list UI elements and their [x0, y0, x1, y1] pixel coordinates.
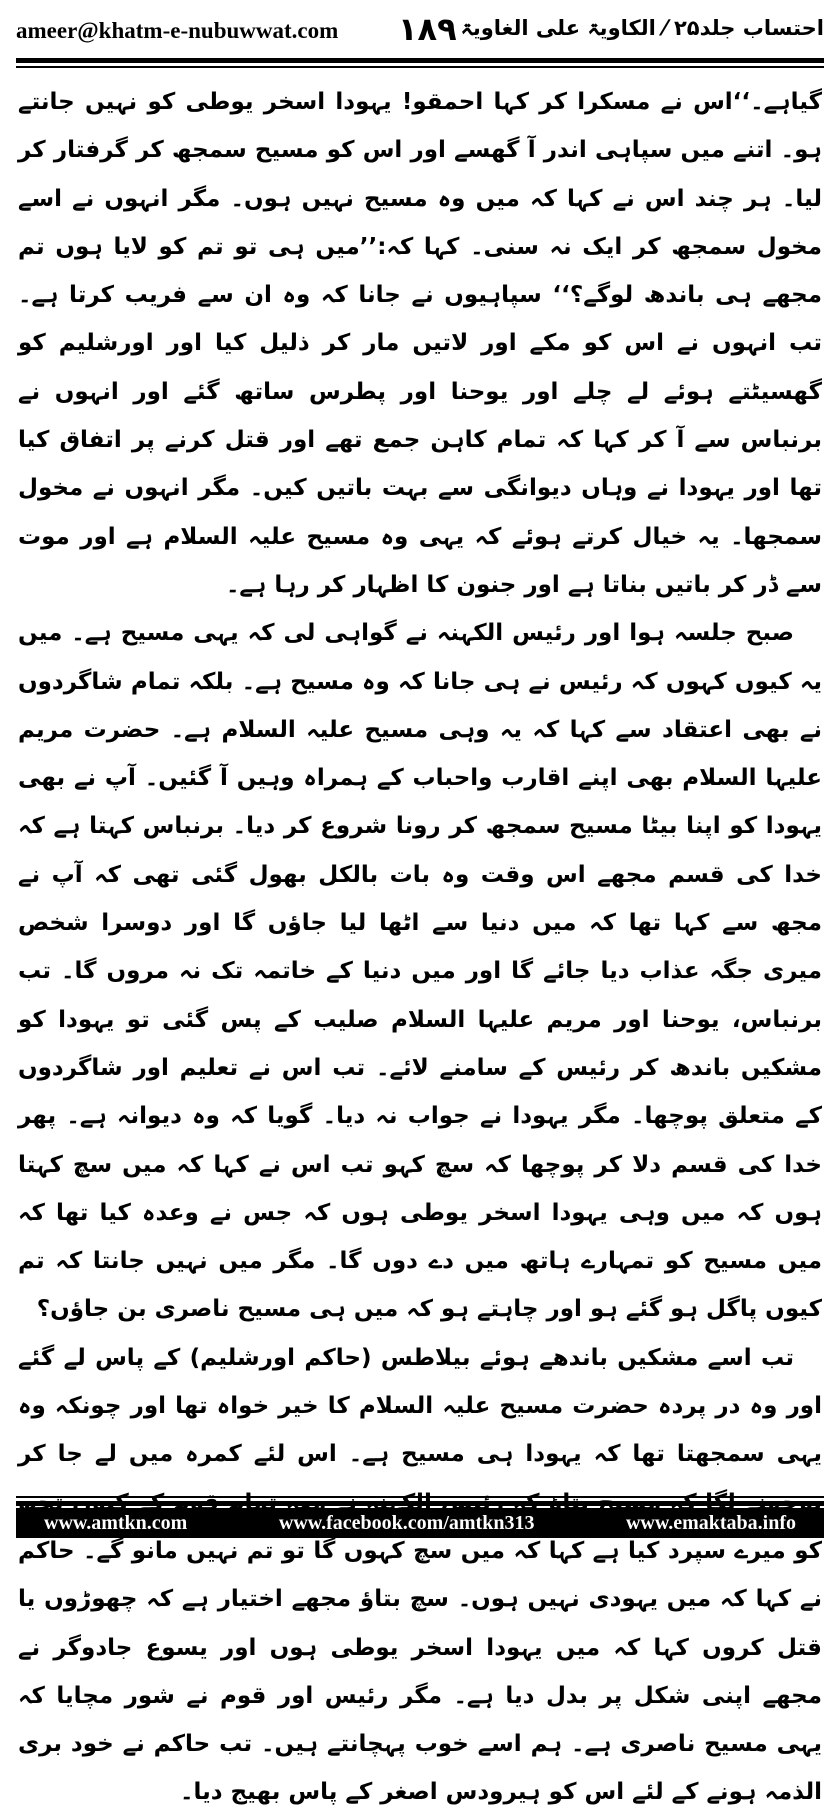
- paragraph-2: صبح جلسہ ہوا اور رئیس الکہنہ نے گواہی لی کہ یہی مسیح ہے۔ میں یہ کیوں کہوں کہ رئیس نے ہی جانا کہ وہ مسیح ہے۔ بلکہ تمام شاگردوں نے بھی اعتقاد سے کہا کہ یہ وہی مسیح علیہ السلام ہے۔ حضرت مریم علیہا السلام بھی اپنے اقارب واحباب کے ہمراہ وہیں آ گئیں۔ آپ نے بھی یہودا کو اپنا بیٹا مسیح سمجھ کر رونا شروع کر دیا۔ برنباس کہتا ہے کہ خدا کی قسم مجھے اس وقت وہ بات بالکل بھول گئی تھی کہ آپ نے مجھ سے کہا تھا کہ میں دنیا سے اٹھا لیا جاؤں گا اور دوسرا شخص میری جگہ عذاب دیا جائے گا اور میں دنیا کے خاتمہ تک نہ مروں گا۔ تب برنباس، یوحنا اور مریم علیہا السلام صلیب کے پس گئی تو یہودا کو مشکیں باندھ کر رئیس کے سامنے لائے۔ تب اس نے تعلیم اور شاگردوں کے متعلق پوچھا۔ مگر یہودا نے جواب نہ دیا۔ گویا کہ وہ دیوانہ ہے۔ پھر خدا کی قسم دلا کر پوچھا کہ سچ کہو تب اس نے کہا کہ میں سچ کہتا ہوں کہ میں وہی یہودا اسخر یوطی ہوں کہ جس نے وعدہ کیا تھا کہ میں مسیح کو تمہارے ہاتھ میں دے دوں گا۔ مگر میں نہیں جانتا کہ تم کیوں پاگل ہو گئے ہو اور چاہتے ہو کہ میں ہی مسیح ناصری بن جاؤں؟: [18, 620, 822, 1323]
- footer-link-emaktaba[interactable]: www.emaktaba.info: [625, 1511, 796, 1534]
- page-number: ۱۸۹: [398, 10, 457, 48]
- header-rule-thick: [16, 58, 824, 63]
- page-body: [18, 78, 822, 1817]
- header-rule-thin: [16, 66, 824, 68]
- page-footer: [16, 1508, 824, 1538]
- footer-rule-thin: [16, 1496, 824, 1498]
- paragraph-3: تب اسے مشکیں باندھے ہوئے بیلاطس (حاکم اورشلیم) کے پاس لے گئے اور وہ در پردہ حضرت مسیح علیہ السلام کا خیر خواہ تھا اور چونکہ وہ یہی سمجھتا تھا کہ یہودا ہی مسیح ہے۔ اس لئے کمرہ میں لے جا کر کو میرے سپرد کیا ہے کہا کہ میں سچ کہوں گا تو تم نہیں مانو گے۔ حاکم نے کہا کہ میں یہودی نہیں ہوں۔ سچ بتاؤ مجھے اختیار ہے کہ چھوڑوں یا قتل کروں کہا کہ میں یہودا اسخر یوطی ہوں اور یسوع جادوگر نے مجھے اپنی شکل پر بدل دیا ہے۔ مگر رئیس اور قوم نے شور مچایا کہ یہی مسیح ناصری ہے۔ ہم اسے خوب پہچانتے ہیں۔ تب حاکم نے خود بری الذمہ ہونے کے لئے اس کو ہیرودس اصغر کے پاس بھیج دیا۔: [18, 1344, 822, 1806]
- paragraph-1: گیاہے۔‘‘اس نے مسکرا کر کہا احمقو! یہودا اسخر یوطی کو نہیں جانتے ہو۔ اتنے میں سپاہی اندر آ گھسے اور اس کو مسیح سمجھ کر گرفتار کر لیا۔ ہر چند اس نے کہا کہ میں وہ مسیح نہیں ہوں۔ مگر انہوں نے اسے مخول سمجھ کر ایک نہ سنی۔ کہا کہ:’’میں ہی تو تم کو لایا ہوں تم مجھے ہی باندھ لوگے؟‘‘ سپاہیوں نے جانا کہ وہ ان سے فریب کرتا ہے۔ تب انہوں نے اس کو مکے اور لاتیں مار کر ذلیل کیا اور اورشلیم کو گھسیٹتے ہوئے لے چلے اور یوحنا اور پطرس ساتھ گئے اور انہوں نے برنباس سے آ کر کہا کہ تمام کاہن جمع تھے اور قتل کرنے پر اتفاق کیا تھا اور یہودا نے وہاں دیوانگی سے بہت باتیں کیں۔ مگر انہوں نے مخول سمجھا۔ یہ خیال کرتے ہوئے کہ یہی وہ مسیح علیہ السلام ہے اور موت سے ڈر کر باتیں بناتا ہے اور جنون کا اظہار کر رہا ہے۔: [18, 89, 822, 598]
- page-header: [16, 10, 824, 56]
- footer-rule-thick: [16, 1501, 824, 1506]
- header-email: ameer@khatm-e-nubuwwat.com: [16, 18, 339, 43]
- footer-link-facebook[interactable]: www.facebook.com/amtkn313: [278, 1511, 535, 1534]
- book-title: احتساب جلد۲۵ ⁄ الکاویۃ علی الغاویۃ: [460, 16, 824, 40]
- footer-link-website[interactable]: www.amtkn.com: [44, 1511, 188, 1534]
